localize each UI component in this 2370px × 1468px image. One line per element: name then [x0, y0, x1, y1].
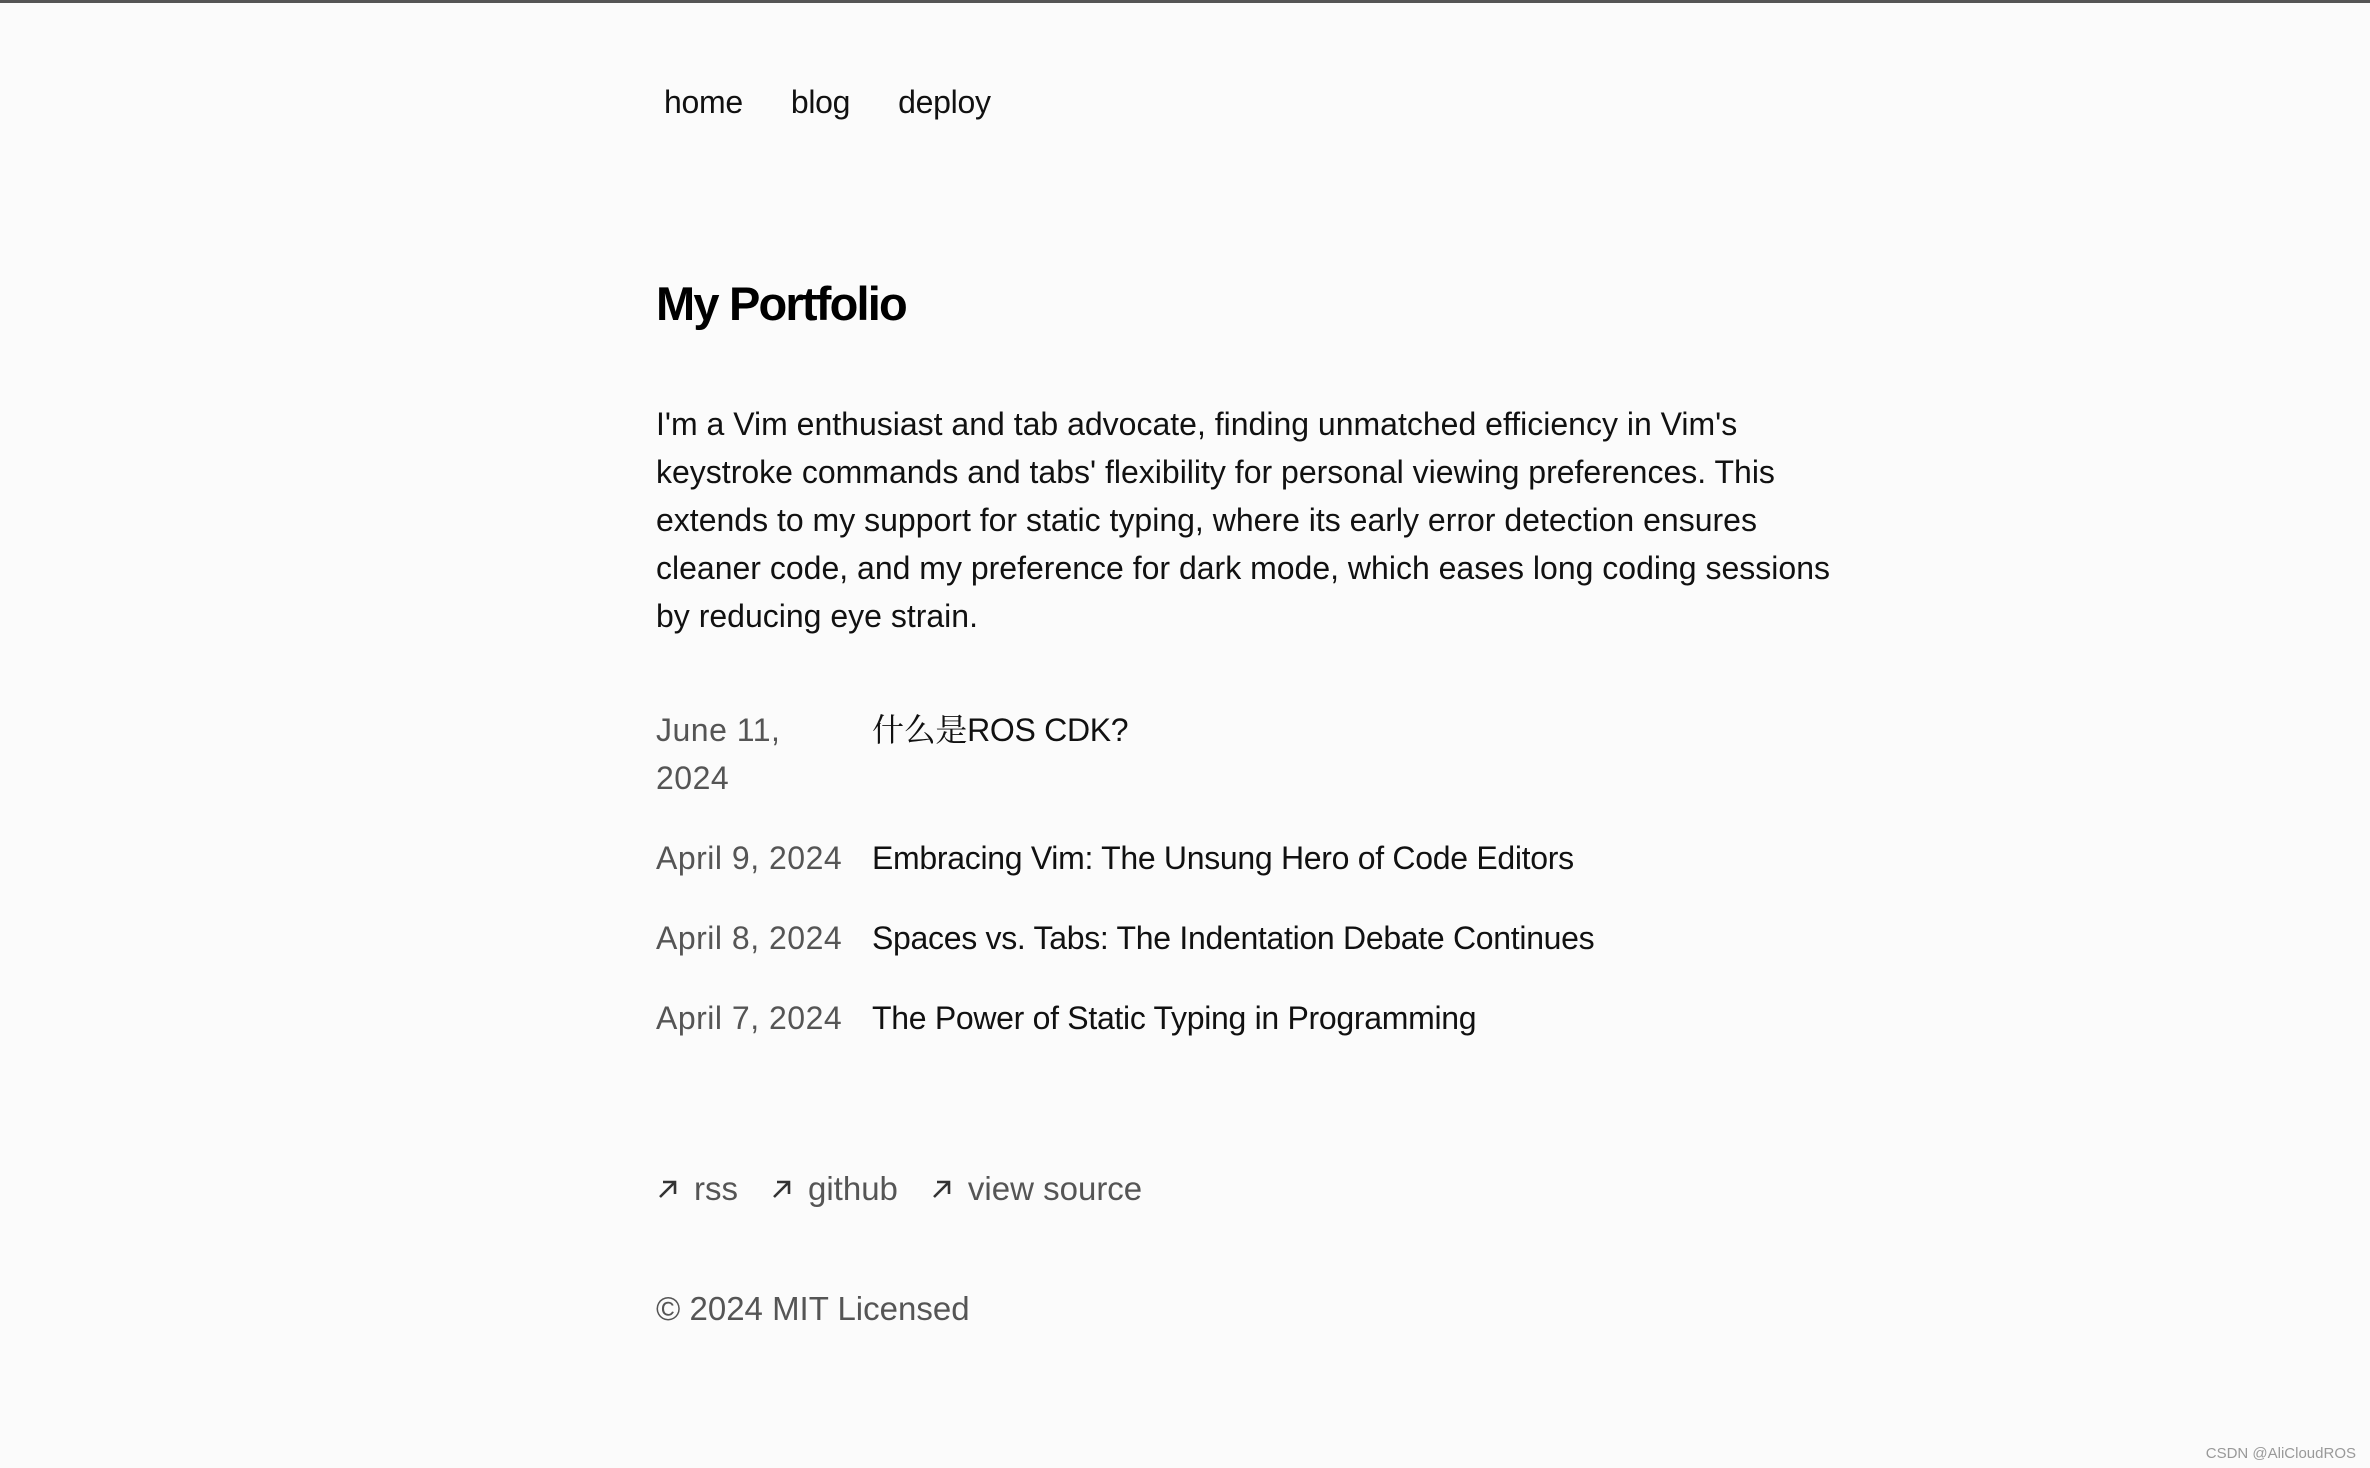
intro-paragraph: I'm a Vim enthusiast and tab advocate, finding unmatched efficiency in Vim's keystroke commands and tabs' flexibility for personal viewing preferences. This extends to my support for static typing, where its early error detection ensures cleaner code, and my preference for dark mode, which eases long coding sessions by reducing eye strain.: [656, 406, 1830, 634]
post-row[interactable]: [656, 914, 1836, 962]
post-row[interactable]: [656, 706, 1836, 802]
github-link-label: github: [808, 1170, 898, 1207]
post-title-link[interactable]: Embracing Vim: The Unsung Hero of Code Editors: [872, 840, 1574, 876]
arrow-up-right-icon: [770, 1177, 794, 1201]
post-title-link[interactable]: The Power of Static Typing in Programming: [872, 1000, 1477, 1036]
top-border: [0, 0, 2370, 3]
post-date: April 9, 2024: [656, 840, 843, 876]
copyright-text: © 2024 MIT Licensed: [656, 1290, 970, 1327]
post-list: [656, 706, 1836, 1074]
main-nav: [664, 84, 991, 121]
post-date: April 8, 2024: [656, 920, 843, 956]
view-source-link-label: view source: [967, 1170, 1143, 1207]
rss-link[interactable]: [656, 1170, 738, 1208]
post-title-link[interactable]: 什么是ROS CDK?: [872, 712, 1129, 748]
post-date: April 7, 2024: [656, 1000, 843, 1036]
watermark: CSDN @AliCloudROS: [2205, 1445, 2356, 1462]
rss-link-label: rss: [694, 1170, 738, 1207]
post-row[interactable]: [656, 834, 1836, 882]
page-title: My Portfolio: [656, 277, 906, 330]
github-link[interactable]: [770, 1170, 898, 1208]
arrow-up-right-icon: [656, 1177, 680, 1201]
arrow-up-right-icon: [930, 1177, 954, 1201]
nav-item-home[interactable]: home: [664, 84, 743, 120]
post-date: June 11, 2024: [656, 712, 781, 796]
view-source-link[interactable]: [930, 1170, 1142, 1208]
nav-item-deploy[interactable]: deploy: [898, 84, 991, 120]
post-row[interactable]: [656, 994, 1836, 1042]
footer-links: [656, 1170, 1142, 1208]
nav-item-blog[interactable]: blog: [790, 84, 851, 120]
post-title-link[interactable]: Spaces vs. Tabs: The Indentation Debate Continues: [872, 920, 1595, 956]
